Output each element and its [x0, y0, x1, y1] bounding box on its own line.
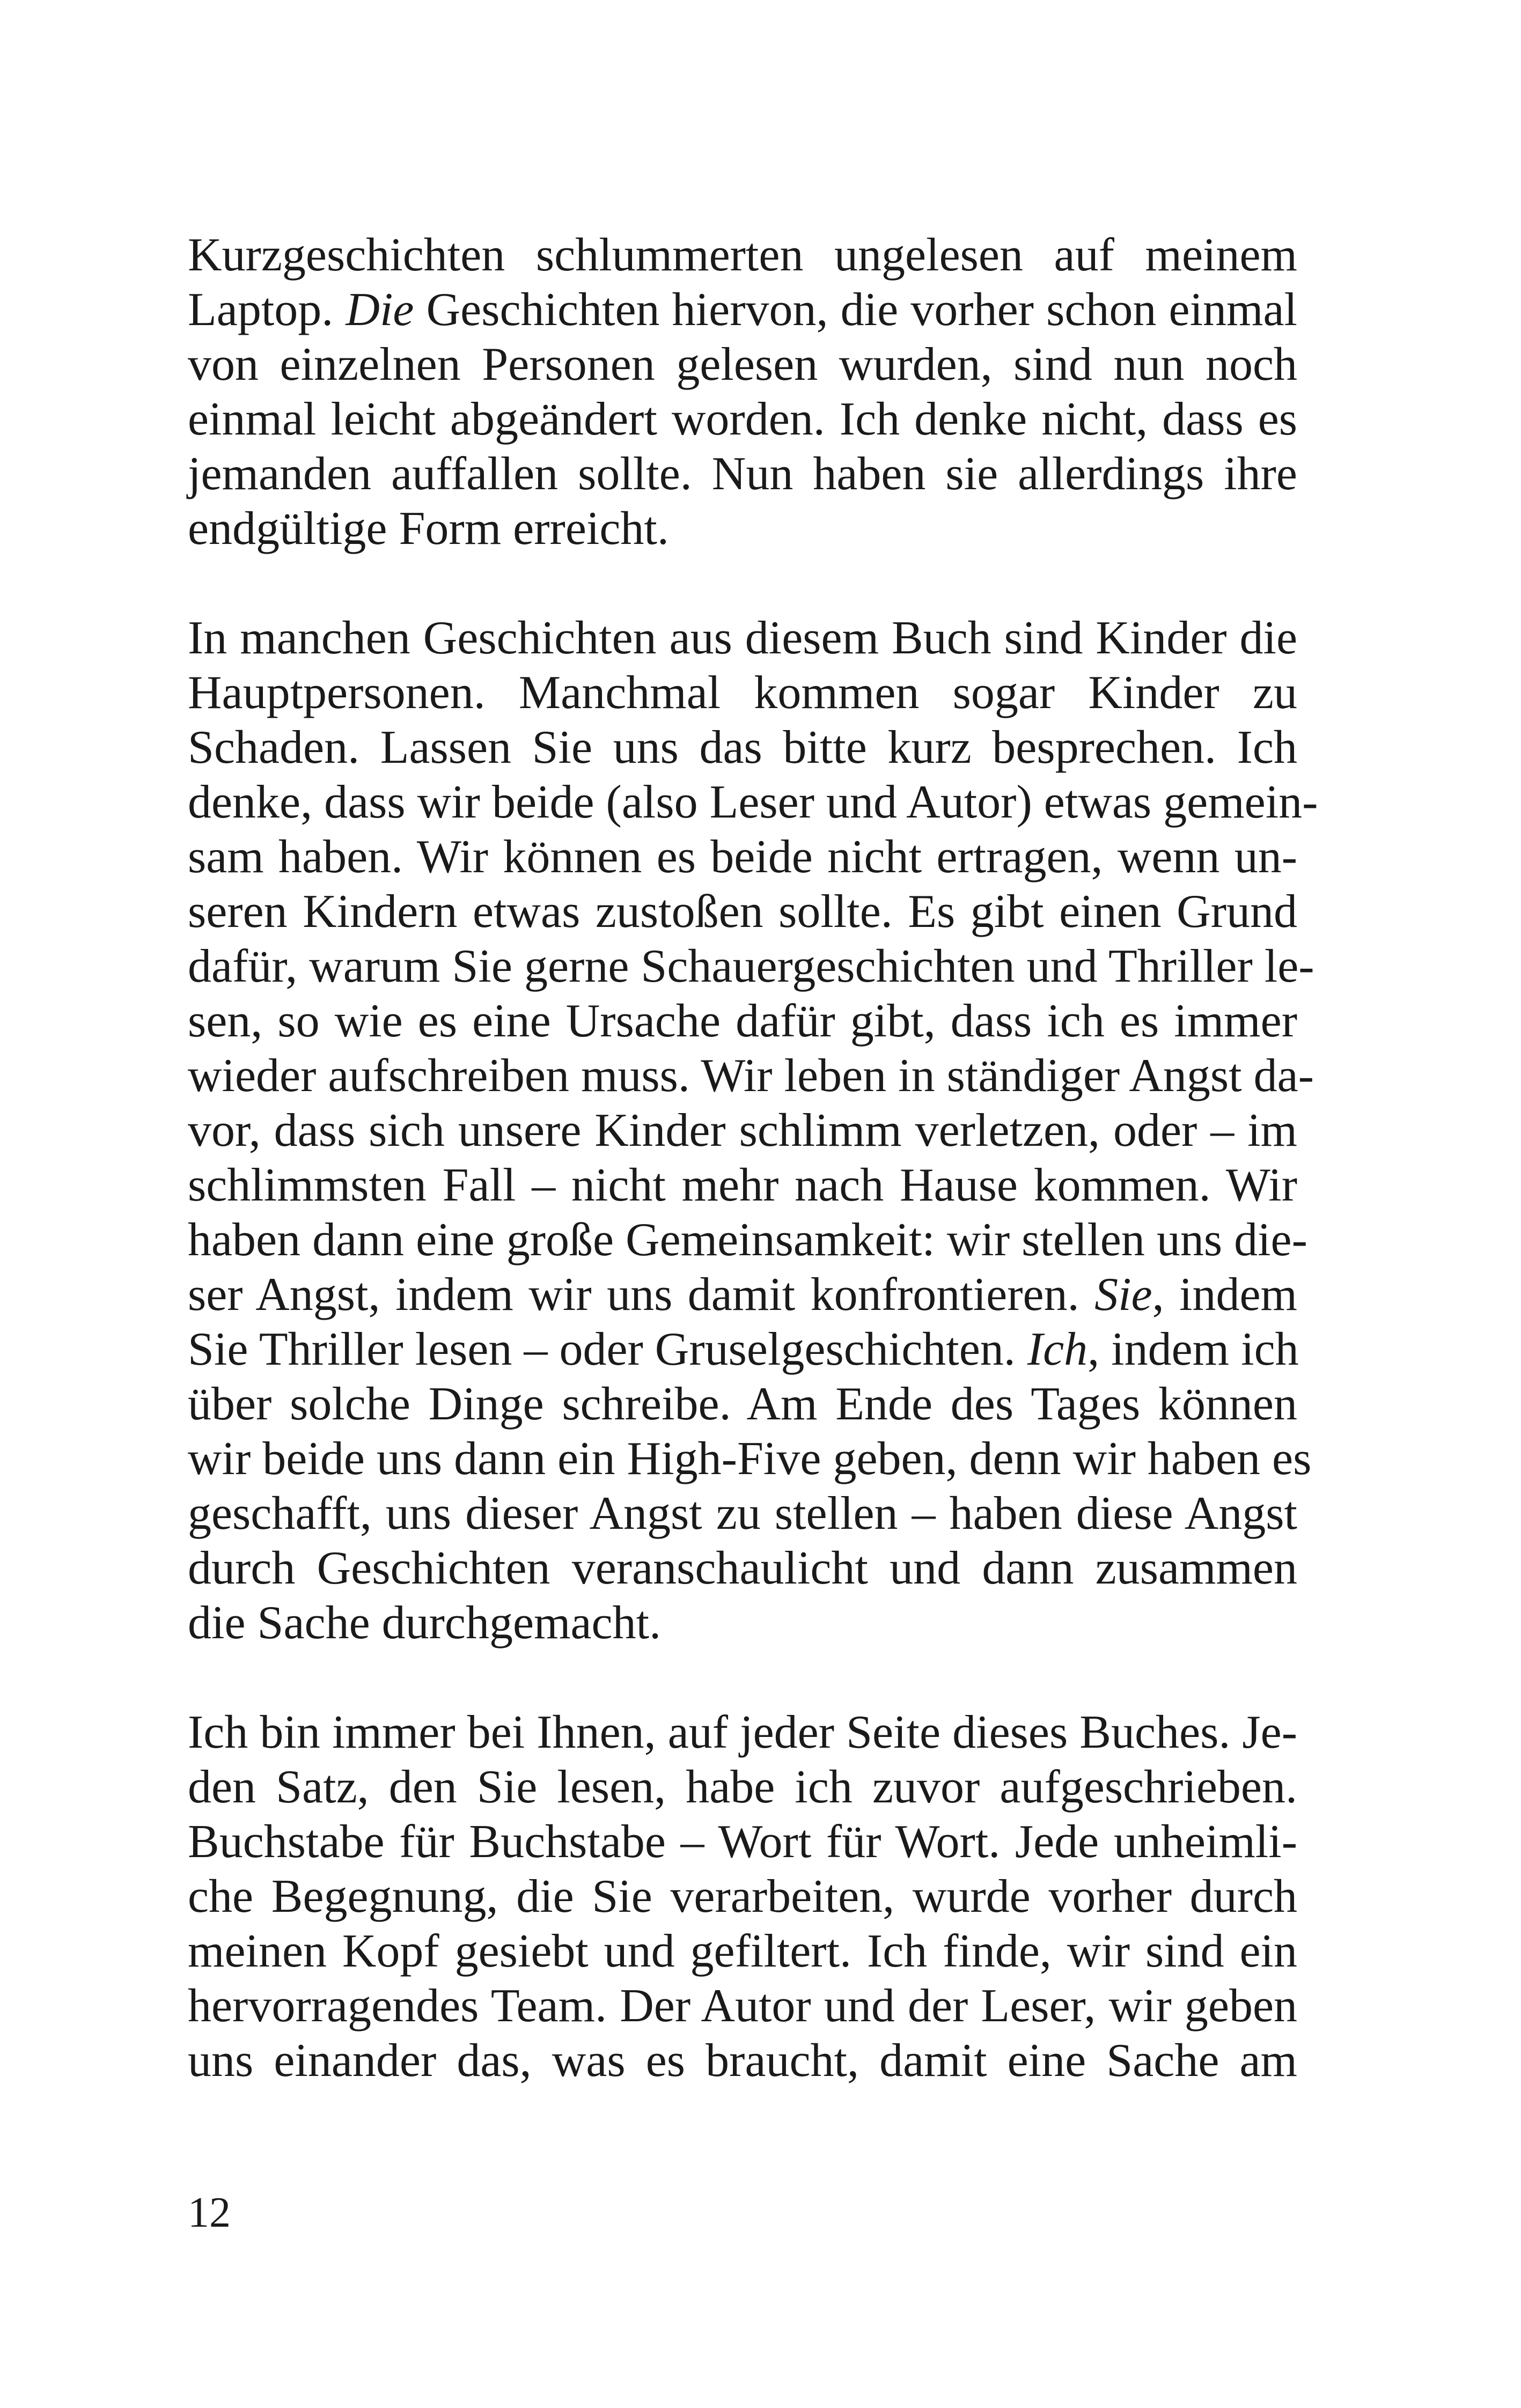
body-text [188, 228, 1318, 2088]
text-line: Sie Thriller lesen – oder Gruselgeschichten. Ich, indem ich [188, 1323, 1299, 1375]
text-line: Buchstabe für Buchstabe – Wort für Wort. Jede unheimli- [188, 1816, 1297, 1868]
text-line: durch Geschichten veranschaulicht und dann zusammen [188, 1542, 1297, 1594]
text-line: Laptop. Die Geschichten hiervon, die vorher schon einmal [188, 284, 1297, 336]
text-line: In manchen Geschichten aus diesem Buch sind Kinder die [188, 612, 1297, 664]
text-line: uns einander das, was es braucht, damit eine Sache am [188, 2035, 1297, 2087]
text-line: meinen Kopf gesiebt und gefiltert. Ich finde, wir sind ein [188, 1925, 1297, 1977]
text-line: über solche Dinge schreibe. Am Ende des Tages können [188, 1378, 1297, 1430]
page-number: 12 [188, 2189, 231, 2236]
text-line: che Begegnung, die Sie verarbeiten, wurde vorher durch [188, 1871, 1297, 1923]
text-line: geschafft, uns dieser Angst zu stellen – haben diese Angst [188, 1487, 1297, 1540]
text-line: vor, dass sich unsere Kinder schlimm verletzen, oder – im [188, 1104, 1297, 1157]
text-line: den Satz, den Sie lesen, habe ich zuvor aufgeschrieben. [188, 1761, 1297, 1813]
text-line: Schaden. Lassen Sie uns das bitte kurz besprechen. Ich [188, 721, 1297, 774]
text-line: endgültige Form erreicht. [188, 503, 669, 555]
italic-emphasis: Ich [1027, 1323, 1088, 1375]
italic-emphasis: Die [346, 284, 414, 336]
paragraph-gap [188, 1651, 1297, 1705]
paragraph [188, 1705, 1297, 2088]
text-line: Ich bin immer bei Ihnen, auf jeder Seite dieses Buches. Je- [188, 1706, 1297, 1758]
text-line: dafür, warum Sie gerne Schauergeschichten und Thriller le- [188, 940, 1314, 992]
paragraph [188, 228, 1297, 556]
text-line: denke, dass wir beide (also Leser und Autor) etwas gemein- [188, 776, 1318, 828]
italic-emphasis: Sie [1094, 1269, 1152, 1321]
text-line: wir beide uns dann ein High-Five geben, denn wir haben es [188, 1433, 1312, 1485]
text-line: die Sache durchgemacht. [188, 1597, 662, 1649]
text-line: ser Angst, indem wir uns damit konfrontieren. Sie, indem [188, 1269, 1297, 1321]
text-line: wieder aufschreiben muss. Wir leben in ständiger Angst da- [188, 1050, 1314, 1102]
paragraph-gap [188, 556, 1297, 611]
text-line: einmal leicht abgeändert worden. Ich denke nicht, dass es [188, 393, 1297, 445]
text-line: hervorragendes Team. Der Autor und der Leser, wir geben [188, 1980, 1297, 2032]
text-line: sen, so wie es eine Ursache dafür gibt, dass ich es immer [188, 995, 1297, 1047]
text-line: Hauptpersonen. Manchmal kommen sogar Kinder zu [188, 667, 1297, 719]
text-line: sam haben. Wir können es beide nicht ertragen, wenn un- [188, 831, 1297, 883]
text-line: schlimmsten Fall – nicht mehr nach Hause kommen. Wir [188, 1159, 1297, 1211]
text-line: haben dann eine große Gemeinsamkeit: wir stellen uns die- [188, 1214, 1307, 1266]
text-line: Kurzgeschichten schlummerten ungelesen auf meinem [188, 229, 1297, 281]
paragraph [188, 611, 1318, 1651]
text-line: von einzelnen Personen gelesen wurden, sind nun noch [188, 338, 1297, 391]
text-line: jemanden auffallen sollte. Nun haben sie allerdings ihre [188, 448, 1297, 500]
text-line: seren Kindern etwas zustoßen sollte. Es gibt einen Grund [188, 886, 1297, 938]
